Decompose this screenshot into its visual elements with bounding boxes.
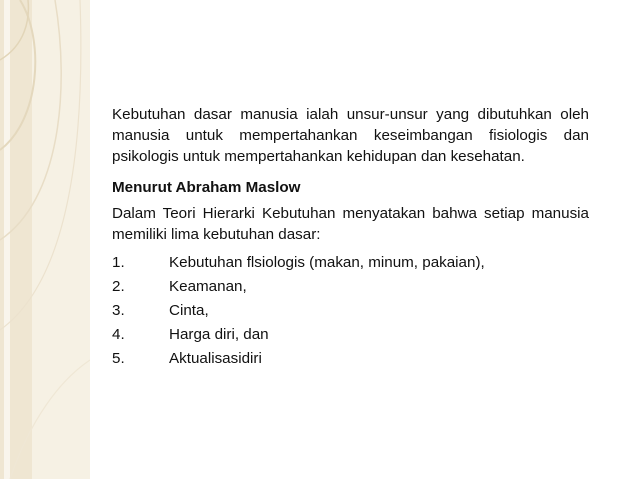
list-text: Aktualisasidiri (169, 350, 262, 367)
list-number: 2. (112, 278, 125, 295)
list-number: 5. (112, 350, 125, 367)
needs-list (112, 251, 589, 371)
theory-paragraph: Dalam Teori Hierarki Kebutuhan menyatakan bahwa setiap manusia memiliki lima kebutuhan dasar: (112, 205, 589, 243)
list-item (112, 347, 589, 371)
list-text: Kebutuhan flsiologis (makan, minum, pakaian), (169, 254, 485, 271)
section-heading: Menurut Abraham Maslow (112, 179, 301, 196)
list-text: Cinta, (169, 302, 209, 319)
list-text: Keamanan, (169, 278, 247, 295)
decorative-sidebar (0, 0, 90, 479)
content-area (112, 104, 589, 371)
list-item (112, 275, 589, 299)
list-text: Harga diri, dan (169, 326, 269, 343)
list-number: 3. (112, 302, 125, 319)
intro-paragraph: Kebutuhan dasar manusia ialah unsur-unsur yang dibutuhkan oleh manusia untuk mempertahankan keseimbangan fisiologis dan psikologis untuk mempertahankan kehidupan dan kesehatan. (112, 106, 589, 165)
list-number: 4. (112, 326, 125, 343)
list-item (112, 251, 589, 275)
list-item (112, 323, 589, 347)
list-number: 1. (112, 254, 125, 271)
list-item (112, 299, 589, 323)
